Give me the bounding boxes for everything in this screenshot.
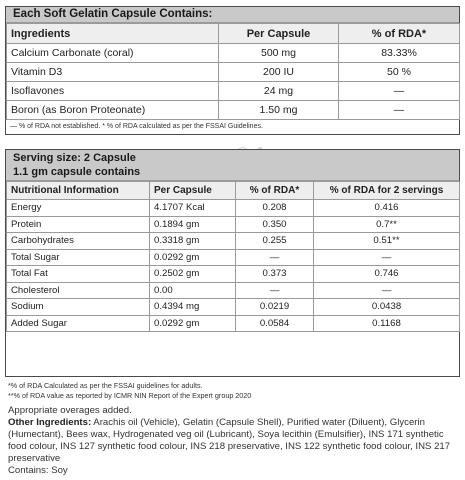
nutrient-rda: — (236, 249, 314, 266)
nutrient-rda-2: 0.0438 (314, 299, 460, 316)
nutrient-amount: 0.4394 mg (150, 299, 236, 316)
serving-size-line: Serving size: 2 Capsule (13, 152, 136, 164)
nutrient-name: Energy (7, 200, 150, 217)
table-row (7, 44, 460, 63)
table-row (7, 63, 460, 82)
ingredient-rda: 83.33% (339, 44, 460, 63)
ingredient-rda: — (339, 101, 460, 120)
nutrient-rda-2: 0.746 (314, 266, 460, 283)
other-ingredients-list: Arachis oil (Vehicle), Gelatin (Capsule Shell), Purified water (Diluent), Glycerin (Humectant), Bees wax, Hydrogenated veg oil (Lubricant), Soya lecithin (Emulsifier), INS 171 synthetic food colour, INS 127 synthetic food colour, INS 218 preservative, INS 122 synthetic food colour, INS 217 preservative (8, 417, 451, 464)
table-row (7, 299, 460, 316)
nutrient-rda: — (236, 282, 314, 299)
table-row (7, 82, 460, 101)
nutrient-amount: 0.1894 gm (150, 216, 236, 233)
capsule-weight-line: 1.1 gm capsule contains (13, 166, 141, 178)
ingredient-name: Isoflavones (7, 82, 219, 101)
nutrient-rda-2: — (314, 282, 460, 299)
ingredient-name: Calcium Carbonate (coral) (7, 44, 219, 63)
capsule-contents-panel (5, 6, 460, 135)
nutrient-rda-2: 0.7** (314, 216, 460, 233)
nutrient-rda-2: 0.1168 (314, 315, 460, 332)
nutrient-amount: 0.0292 gm (150, 249, 236, 266)
nutrient-name: Added Sugar (7, 315, 150, 332)
table-header-row (7, 182, 460, 200)
table-row (7, 216, 460, 233)
rda-note: — % of RDA not established. * % of RDA calculated as per the FSSAI Guidelines. (10, 123, 263, 130)
nutrient-rda: 0.0584 (236, 315, 314, 332)
footnotes (8, 381, 460, 401)
nutrient-rda: 0.350 (236, 216, 314, 233)
footnote-fssai: *% of RDA Calculated as per the FSSAI guidelines for adults. (8, 381, 203, 390)
ingredient-amount: 1.50 mg (219, 101, 339, 120)
table-row (7, 200, 460, 217)
nutrient-rda-2: 0.51** (314, 233, 460, 250)
nutrient-rda-2: — (314, 249, 460, 266)
nutrient-name: Total Sugar (7, 249, 150, 266)
serving-size-heading (6, 150, 459, 181)
nutrient-name: Total Fat (7, 266, 150, 283)
allergen-contains: Contains: Soy (8, 465, 68, 476)
overages-note: Appropriate overages added. (8, 405, 132, 416)
col-header-per-capsule: Per Capsule (219, 24, 339, 44)
nutrient-rda: 0.373 (236, 266, 314, 283)
nutrient-rda: 0.208 (236, 200, 314, 217)
other-ingredients-text (8, 417, 460, 465)
ingredient-amount: 200 IU (219, 63, 339, 82)
nutrient-amount: 0.2502 gm (150, 266, 236, 283)
capsule-contents-title: Each Soft Gelatin Capsule Contains: (6, 7, 459, 23)
footnote-icmr: **% of RDA value as reported by ICMR NIN Report of the Expert group 2020 (8, 391, 252, 400)
nutrient-rda: 0.255 (236, 233, 314, 250)
table-row (7, 266, 460, 283)
col-header-per-capsule: Per Capsule (150, 182, 236, 200)
table-row (7, 101, 460, 120)
ingredient-rda: — (339, 82, 460, 101)
col-header-rda: % of RDA* (236, 182, 314, 200)
table-row (7, 233, 460, 250)
nutrient-name: Protein (7, 216, 150, 233)
ingredient-amount: 24 mg (219, 82, 339, 101)
nutrient-amount: 0.0292 gm (150, 315, 236, 332)
table-header-row (7, 24, 460, 44)
nutrient-amount: 0.3318 gm (150, 233, 236, 250)
nutrient-rda: 0.0219 (236, 299, 314, 316)
ingredient-rda: 50 % (339, 63, 460, 82)
table-row (7, 282, 460, 299)
nutrition-table (6, 181, 460, 332)
nutrient-name: Cholesterol (7, 282, 150, 299)
nutrient-amount: 0.00 (150, 282, 236, 299)
nutrient-name: Carbohydrates (7, 233, 150, 250)
nutrient-amount: 4.1707 Kcal (150, 200, 236, 217)
ingredients-table (6, 23, 460, 120)
col-header-ingredients: Ingredients (7, 24, 219, 44)
col-header-rda-2-servings: % of RDA for 2 servings (314, 182, 460, 200)
nutrient-name: Sodium (7, 299, 150, 316)
ingredient-name: Boron (as Boron Proteonate) (7, 101, 219, 120)
ingredient-amount: 500 mg (219, 44, 339, 63)
nutrition-panel (5, 149, 460, 377)
col-header-nutrition: Nutritional Information (7, 182, 150, 200)
table-row (7, 315, 460, 332)
other-ingredients-label: Other Ingredients: (8, 417, 92, 428)
ingredient-name: Vitamin D3 (7, 63, 219, 82)
table-row (7, 249, 460, 266)
nutrient-rda-2: 0.416 (314, 200, 460, 217)
other-ingredients-block (8, 405, 460, 477)
col-header-rda: % of RDA* (339, 24, 460, 44)
